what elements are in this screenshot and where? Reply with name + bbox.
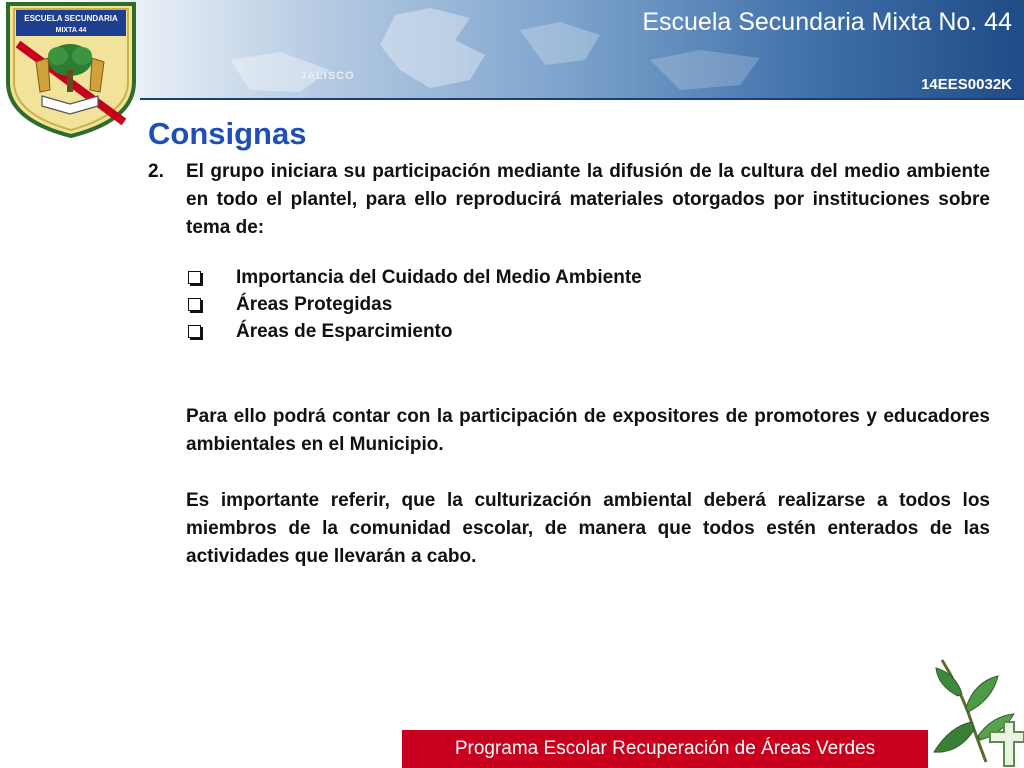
item-text: El grupo iniciara su participación mediante la difusión de la cultura del medio ambiente en todo el plantel, para ello reproducirá materiales otorgados por instituciones sobre tema de: [186, 161, 990, 238]
slide-header [0, 0, 1024, 100]
bullet-text: Importancia del Cuidado del Medio Ambiente [236, 267, 642, 288]
region-tag: JALISCO [300, 70, 355, 82]
bullet-text: Áreas Protegidas [236, 294, 393, 315]
header-divider [140, 98, 1024, 100]
leaf-and-cross-icon [928, 656, 1024, 768]
item-number: 2. [148, 161, 164, 182]
logo-bottom-text: MIXTA 44 [55, 27, 87, 34]
school-shield-emblem-icon [2, 0, 140, 138]
checkbox-icon [188, 271, 201, 284]
bullet-item [186, 318, 990, 345]
paragraph-community: Es importante referir, que la culturización ambiental deberá realizarse a todos los miembros de la comunidad escolar, de manera que todos estén enterados de las actividades que llevarán a cabo. [186, 490, 990, 567]
bullet-item [186, 291, 990, 318]
bullet-text: Áreas de Esparcimiento [236, 321, 453, 342]
checkbox-icon [188, 298, 201, 311]
paragraph-experts: Para ello podrá contar con la participación de expositores de promotores y educadores ambientales en el Municipio. [186, 406, 990, 455]
checkbox-icon [188, 325, 201, 338]
program-banner: Programa Escolar Recuperación de Áreas Verdes [402, 730, 928, 768]
slide-content [148, 158, 990, 571]
bullet-list [148, 264, 990, 345]
school-name: Escuela Secundaria Mixta No. 44 [642, 8, 1012, 36]
logo-top-text: ESCUELA SECUNDARIA [24, 14, 118, 23]
school-code: 14EES0032K [921, 76, 1012, 93]
bullet-item [186, 264, 990, 291]
slide-title: Consignas [148, 116, 307, 151]
